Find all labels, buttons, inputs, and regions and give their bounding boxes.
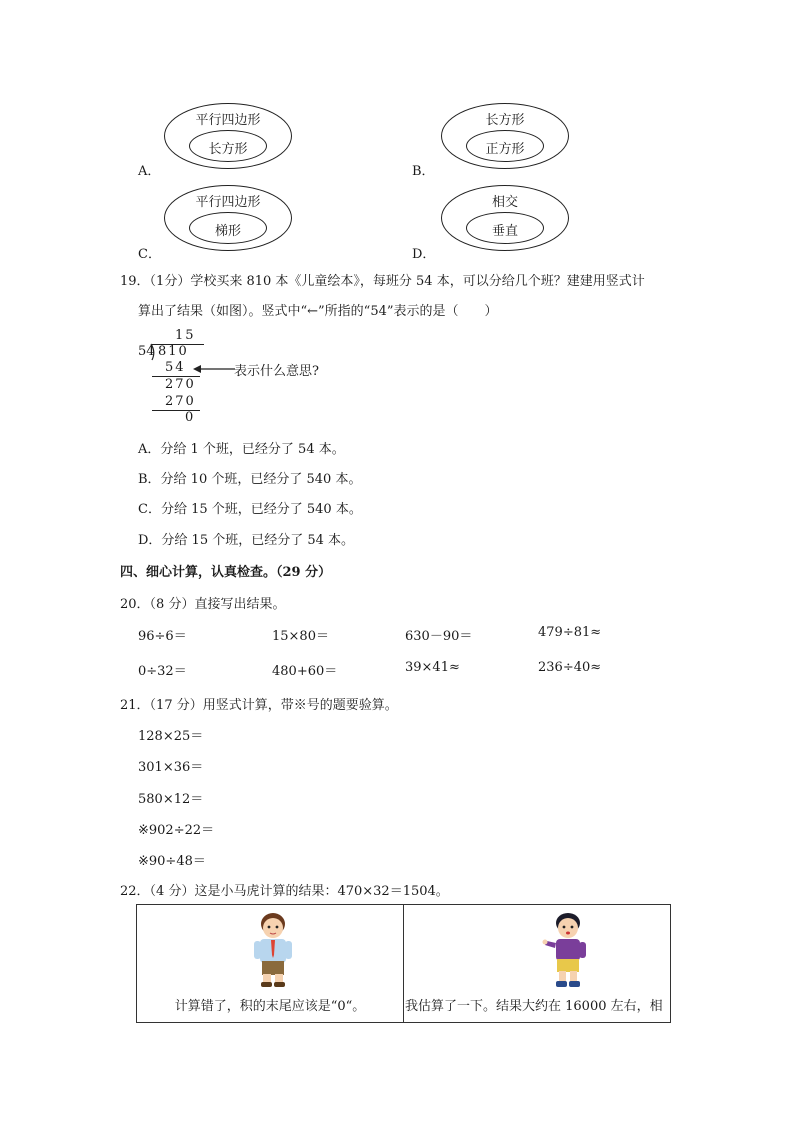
venn-outer-label: 长方形 [485, 113, 525, 128]
option-letter: A． [138, 164, 161, 179]
left-arrow-icon [192, 362, 236, 376]
calc-item: 0÷32＝ [138, 664, 187, 679]
q22-title: 22．（4 分）这是小马虎计算的结果：470×32＝1504。 [120, 884, 449, 899]
q19-option-c: C．分给 15 个班，已经分了 540 本。 [138, 502, 362, 517]
division-step1: 54 [165, 360, 186, 375]
long-division [138, 328, 338, 428]
option-letter: C． [138, 247, 161, 262]
division-dividend: 810 [158, 344, 189, 359]
division-quotient: 15 [175, 328, 196, 343]
division-step2: 270 [165, 377, 196, 392]
venn-inner-label: 垂直 [491, 224, 518, 239]
venn-inner-label: 长方形 [208, 142, 248, 157]
option-letter: B． [412, 164, 435, 179]
q19-option-b: B．分给 10 个班，已经分了 540 本。 [138, 472, 362, 487]
venn-inner-label: 梯形 [214, 224, 241, 239]
left-cell [137, 905, 404, 1023]
option-letter: D． [412, 247, 436, 262]
calc-item: 301×36＝ [138, 760, 204, 775]
calc-item: 236÷40≈ [538, 660, 602, 675]
calc-item: 630－90＝ [405, 629, 473, 644]
venn-inner-label: 正方形 [485, 142, 525, 157]
left-caption: 计算错了，积的末尾应该是“0“。 [174, 999, 366, 1014]
boy-pointing-icon [542, 911, 592, 989]
q19-option-a: A．分给 1 个班，已经分了 54 本。 [138, 442, 345, 457]
venn-outer-label: 平行四边形 [195, 195, 261, 210]
arrow-note: 表示什么意思? [234, 364, 319, 379]
calc-item: 96÷6＝ [138, 629, 187, 644]
q19-stem-line1: 19．（1分）学校买来 810 本《儿童绘本》，每班分 54 本，可以分给几个班？建建用竖式计 [120, 274, 645, 289]
boy-tie-icon [248, 911, 298, 989]
venn-outer-label: 相交 [491, 195, 518, 210]
calc-item: ※90÷48＝ [138, 854, 206, 869]
calc-item: ※902÷22＝ [138, 823, 215, 838]
venn-outer-label: 平行四边形 [195, 113, 261, 128]
calc-item: 480+60＝ [272, 664, 338, 679]
q19-option-d: D．分给 15 个班，已经分了 54 本。 [138, 533, 355, 548]
q20-title: 20．（8 分）直接写出结果。 [120, 597, 286, 612]
section-title: 四、细心计算，认真检查。（29 分） [120, 565, 332, 580]
right-cell [404, 905, 671, 1023]
division-remainder: 0 [185, 410, 196, 425]
calc-item: 580×12＝ [138, 792, 204, 807]
calc-item: 15×80＝ [272, 629, 329, 644]
q21-title: 21．（17 分）用竖式计算，带※号的题要验算。 [120, 698, 398, 713]
q19-stem-line2: 算出了结果（如图）。竖式中“←”所指的“54”表示的是（ ） [138, 304, 498, 319]
right-caption: 我估算了一下。结果大约在 16000 左右，相 [405, 999, 663, 1014]
division-step3: 270 [165, 394, 196, 409]
division-divisor: 54 [138, 344, 155, 359]
dialog-table [136, 904, 671, 1023]
calc-item: 128×25＝ [138, 729, 204, 744]
calc-item: 39×41≈ [405, 660, 460, 675]
calc-item: 479÷81≈ [538, 625, 602, 640]
